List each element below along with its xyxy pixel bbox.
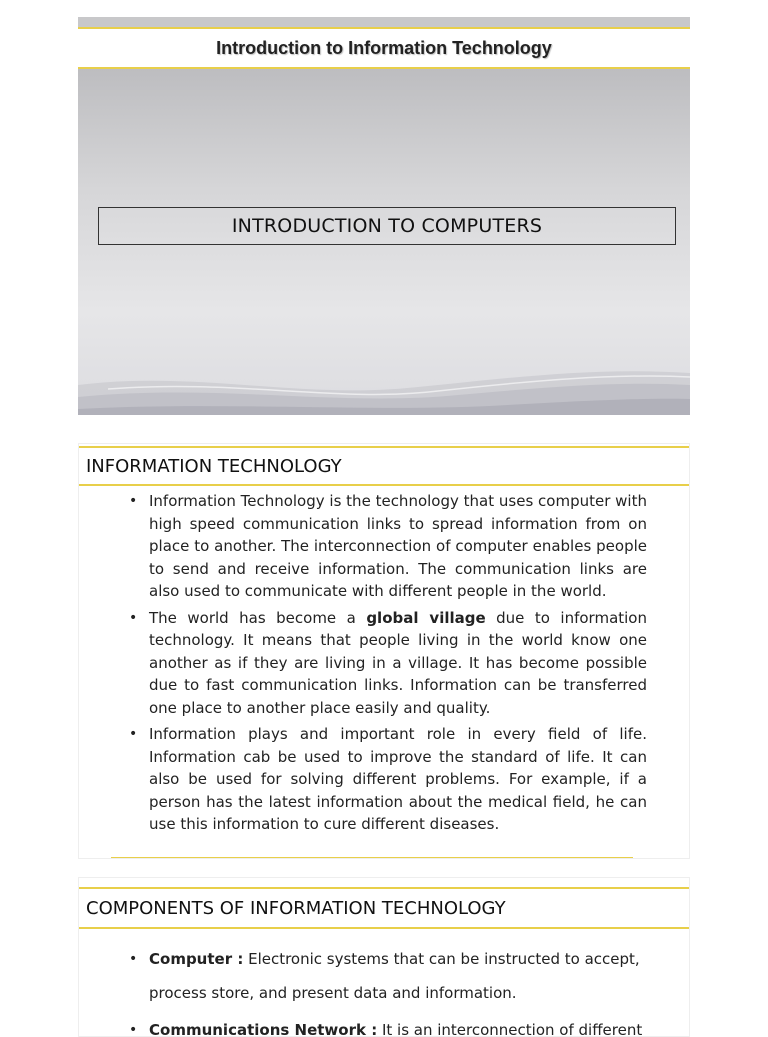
term-label: Communications Network :	[149, 1021, 378, 1037]
bullet-list	[125, 490, 647, 840]
list-item: • Computer : Electronic systems that can be instructed to accept, process store, and present data and information.	[125, 942, 647, 1010]
list-item: • Information Technology is the technology that uses computer with high speed communication links to spread information from on place to another. The interconnection of computer enables people to send and receive information. The communication links are also used to communicate with different people in the world.	[129, 492, 647, 600]
list-item: • The world has become a global village due to information technology. It means that people living in the world know one another as if they are living in a village. It has become possible due to fast communication links. Information can be transferred one place to another place easily and quality.	[129, 608, 647, 717]
bullet-icon: •	[129, 609, 138, 626]
slide-top-bar	[78, 17, 690, 27]
decorative-waves	[78, 365, 690, 415]
list-item: • Communications Network : It is an interconnection of different	[125, 1013, 647, 1037]
section-title: COMPONENTS OF INFORMATION TECHNOLOGY	[86, 897, 506, 919]
bullet-icon: •	[129, 726, 138, 742]
course-title: Introduction to Information Technology	[216, 37, 552, 58]
bottom-divider	[111, 857, 633, 858]
bullet-icon: •	[129, 493, 138, 509]
slide-title-box	[98, 207, 676, 245]
section-title-bar	[79, 887, 689, 929]
term-label: Computer :	[149, 950, 244, 968]
slide-title: INTRODUCTION TO COMPUTERS	[231, 215, 543, 237]
section-title-bar	[79, 446, 689, 486]
bullet-icon: •	[129, 951, 138, 967]
section-title: INFORMATION TECHNOLOGY	[86, 455, 342, 477]
title-slide	[78, 17, 690, 415]
slide-header	[78, 27, 690, 69]
info-tech-slide	[78, 443, 690, 859]
emphasis-text: global village	[366, 608, 486, 627]
bullet-icon: •	[129, 1022, 138, 1037]
bullet-list	[125, 942, 647, 1037]
list-item: • Information plays and important role in every field of life. Information cab be used to improve the standard of life. It can also be used for solving different problems. For example, if a person has the latest information about the medical field, he can use this information to cure different diseases.	[129, 725, 647, 833]
components-slide	[78, 877, 690, 1037]
